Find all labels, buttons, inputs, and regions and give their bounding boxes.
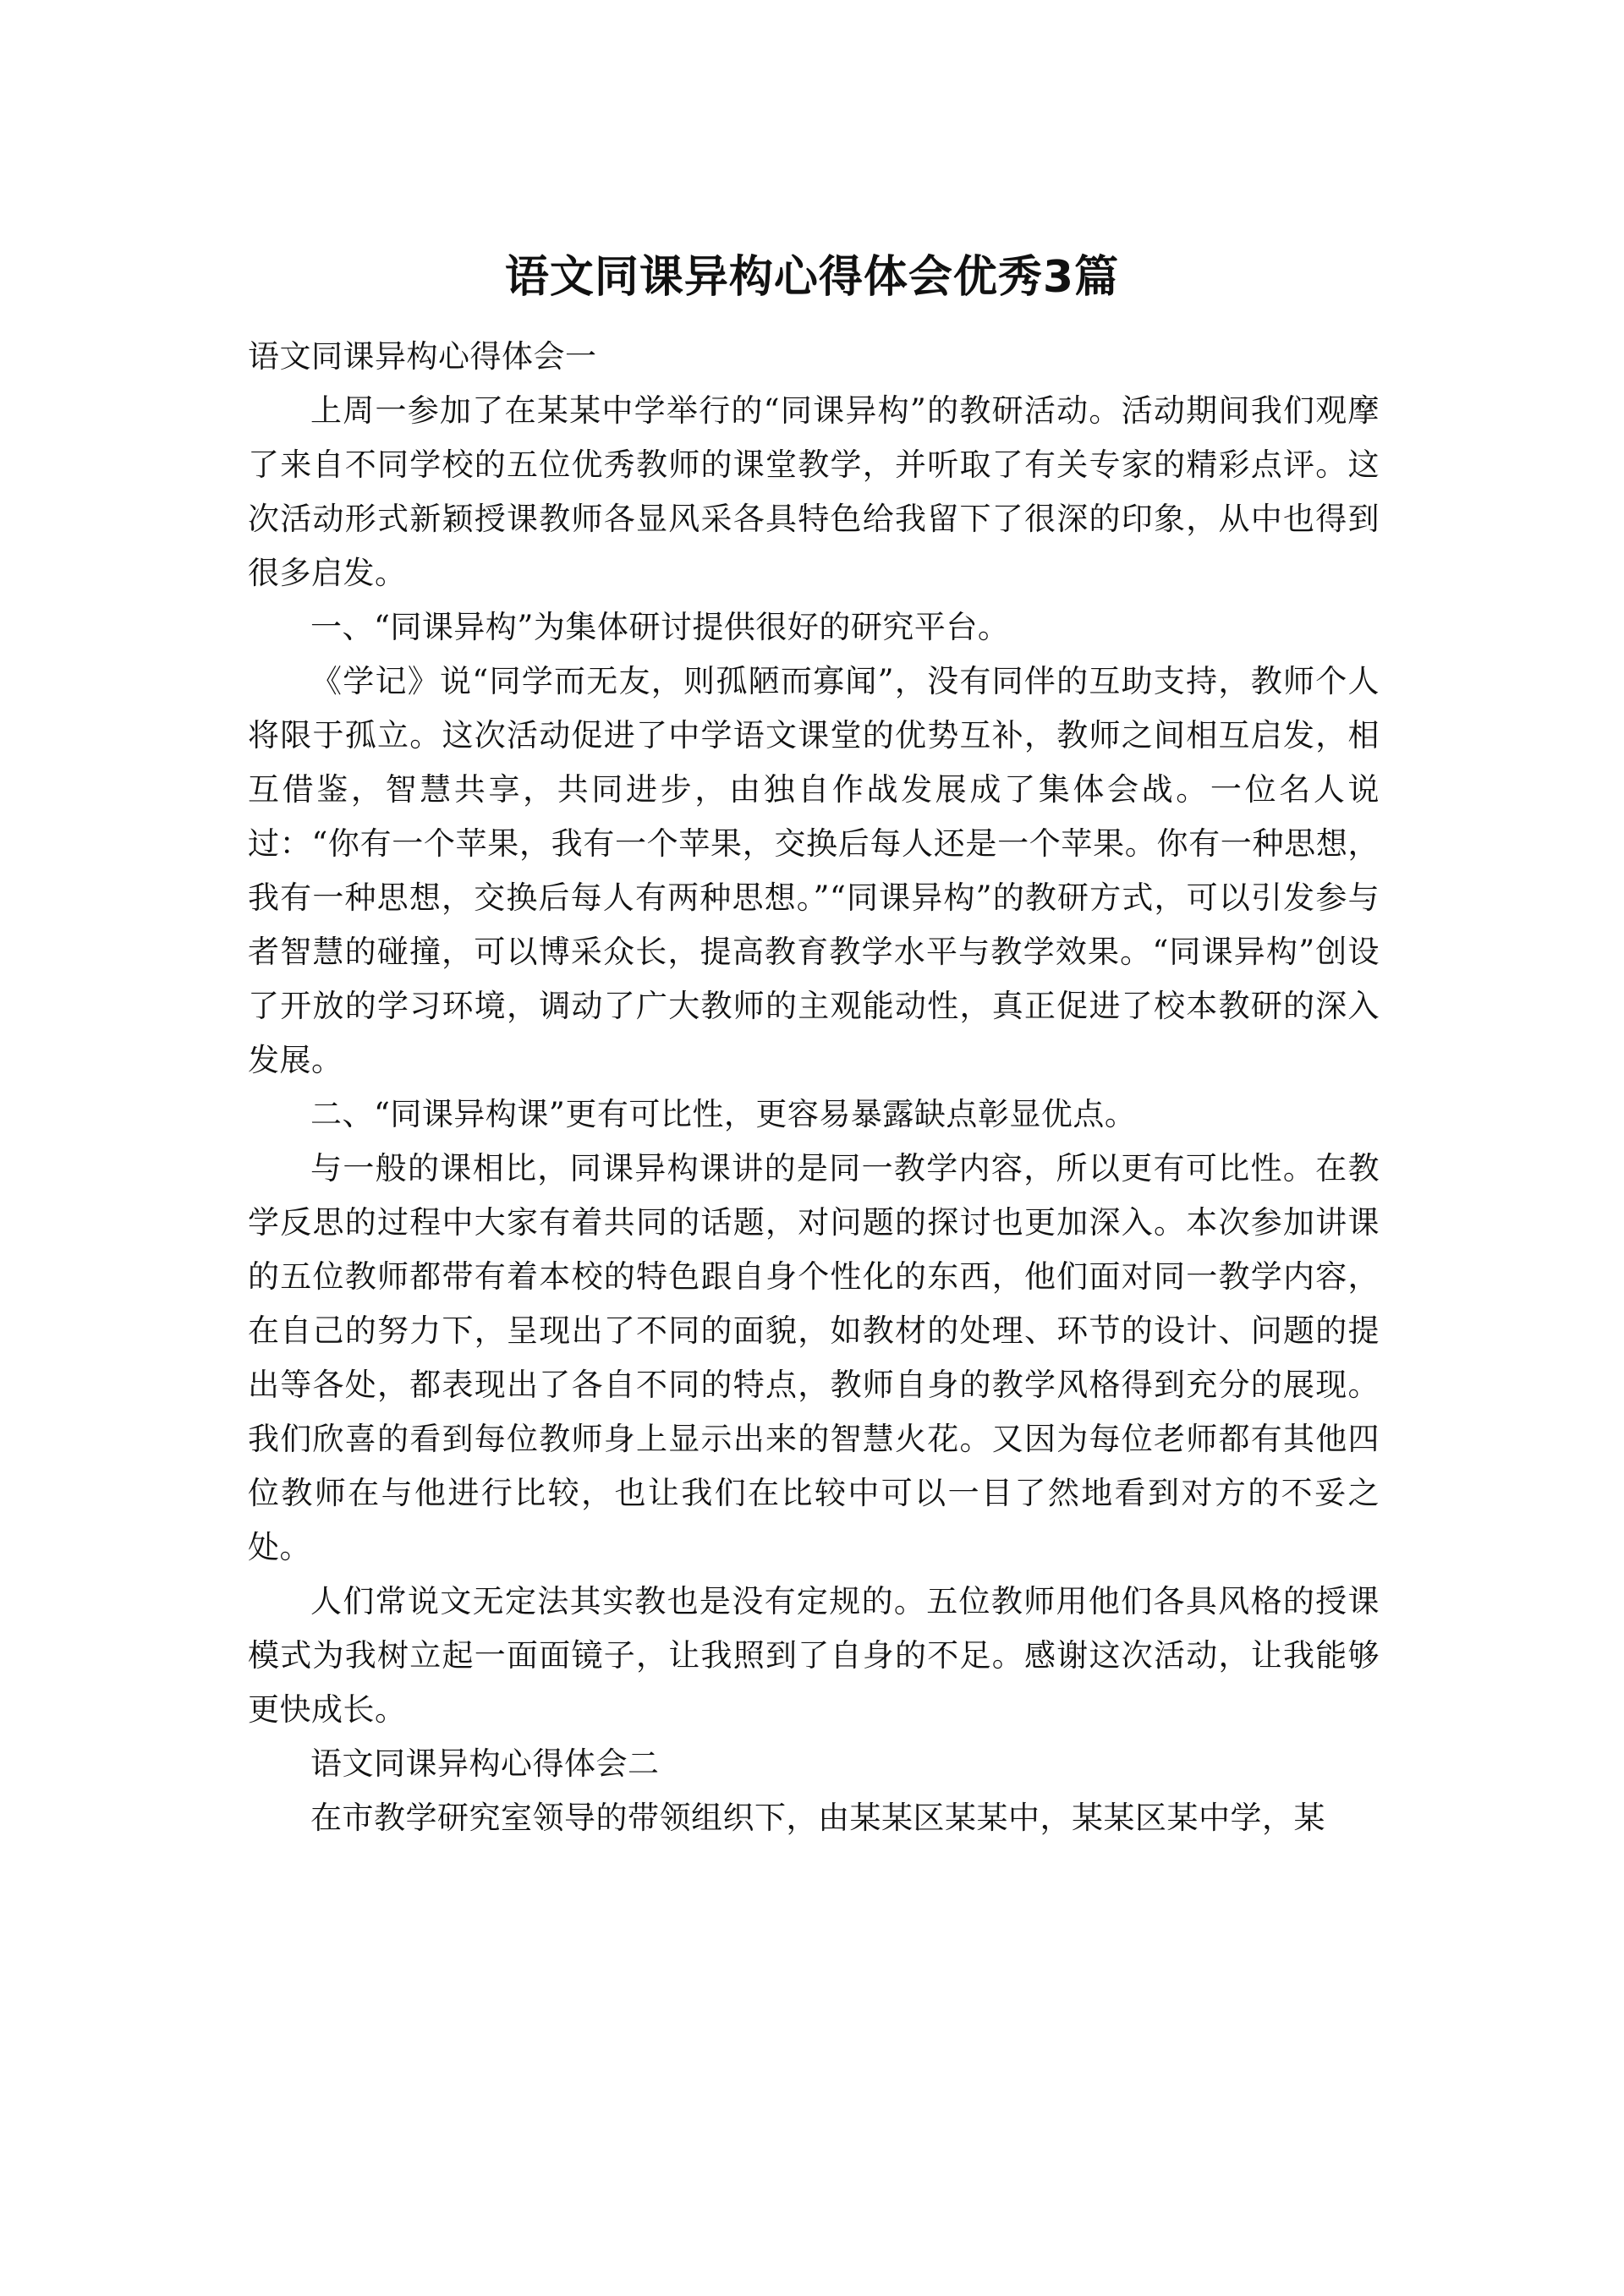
paragraph: 在市教学研究室领导的带领组织下，由某某区某某中，某某区某中学，某 xyxy=(310,1800,1325,1836)
paragraph: 《学记》说“同学而无友，则孤陋而寡闻”，没有同伴的互助支持，教师个人将限于孤立。这次活动促进了中学语文课堂的优势互补，教师之间相互启发，相互借鉴，智慧共享，共同进步，由独自作战发展成了集体会战。一位名人说过：“你有一个苹果，我有一个苹果，交换后每人还是一个苹果。你有一种思想，我有一种思想，交换后每人有两种思想。”“同课异构”的教研方式，可以引发参与者智慧的碰撞，可以博采众长，提高教育教学水平与教学效果。“同课异构”创设了开放的学习环境，调动了广大教师的主观能动性，真正促进了校本教研的深入发展。 xyxy=(248,663,1380,1078)
document-body xyxy=(248,330,1380,1845)
paragraph: 一、“同课异构”为集体研讨提供很好的研究平台。 xyxy=(310,609,1010,645)
document-title: 语文同课异构心得体会优秀3篇 xyxy=(504,252,1120,303)
paragraph: 二、“同课异构课”更有可比性，更容易暴露缺点彰显优点。 xyxy=(310,1096,1137,1132)
section-heading-2: 语文同课异构心得体会二 xyxy=(310,1745,660,1782)
section-heading-1: 语文同课异构心得体会一 xyxy=(248,338,597,375)
paragraph: 人们常说文无定法其实教也是没有定规的。五位教师用他们各具风格的授课模式为我树立起一面面镜子，让我照到了自身的不足。感谢这次活动，让我能够更快成长。 xyxy=(248,1583,1380,1728)
paragraph: 上周一参加了在某某中学举行的“同课异构”的教研活动。活动期间我们观摩了来自不同学校的五位优秀教师的课堂教学，并听取了有关专家的精彩点评。这次活动形式新颖授课教师各显风采各具特色给我留下了很深的印象，从中也得到很多启发。 xyxy=(248,392,1380,591)
paragraph: 与一般的课相比，同课异构课讲的是同一教学内容，所以更有可比性。在教学反思的过程中大家有着共同的话题，对问题的探讨也更加深入。本次参加讲课的五位教师都带有着本校的特色跟自身个性化的东西，他们面对同一教学内容，在自己的努力下，呈现出了不同的面貌，如教材的处理、环节的设计、问题的提出等各处，都表现出了各自不同的特点，教师自身的教学风格得到充分的展现。我们欣喜的看到每位教师身上显示出来的智慧火花。又因为每位老师都有其他四位教师在与他进行比较，也让我们在比较中可以一目了然地看到对方的不妥之处。 xyxy=(248,1150,1380,1565)
